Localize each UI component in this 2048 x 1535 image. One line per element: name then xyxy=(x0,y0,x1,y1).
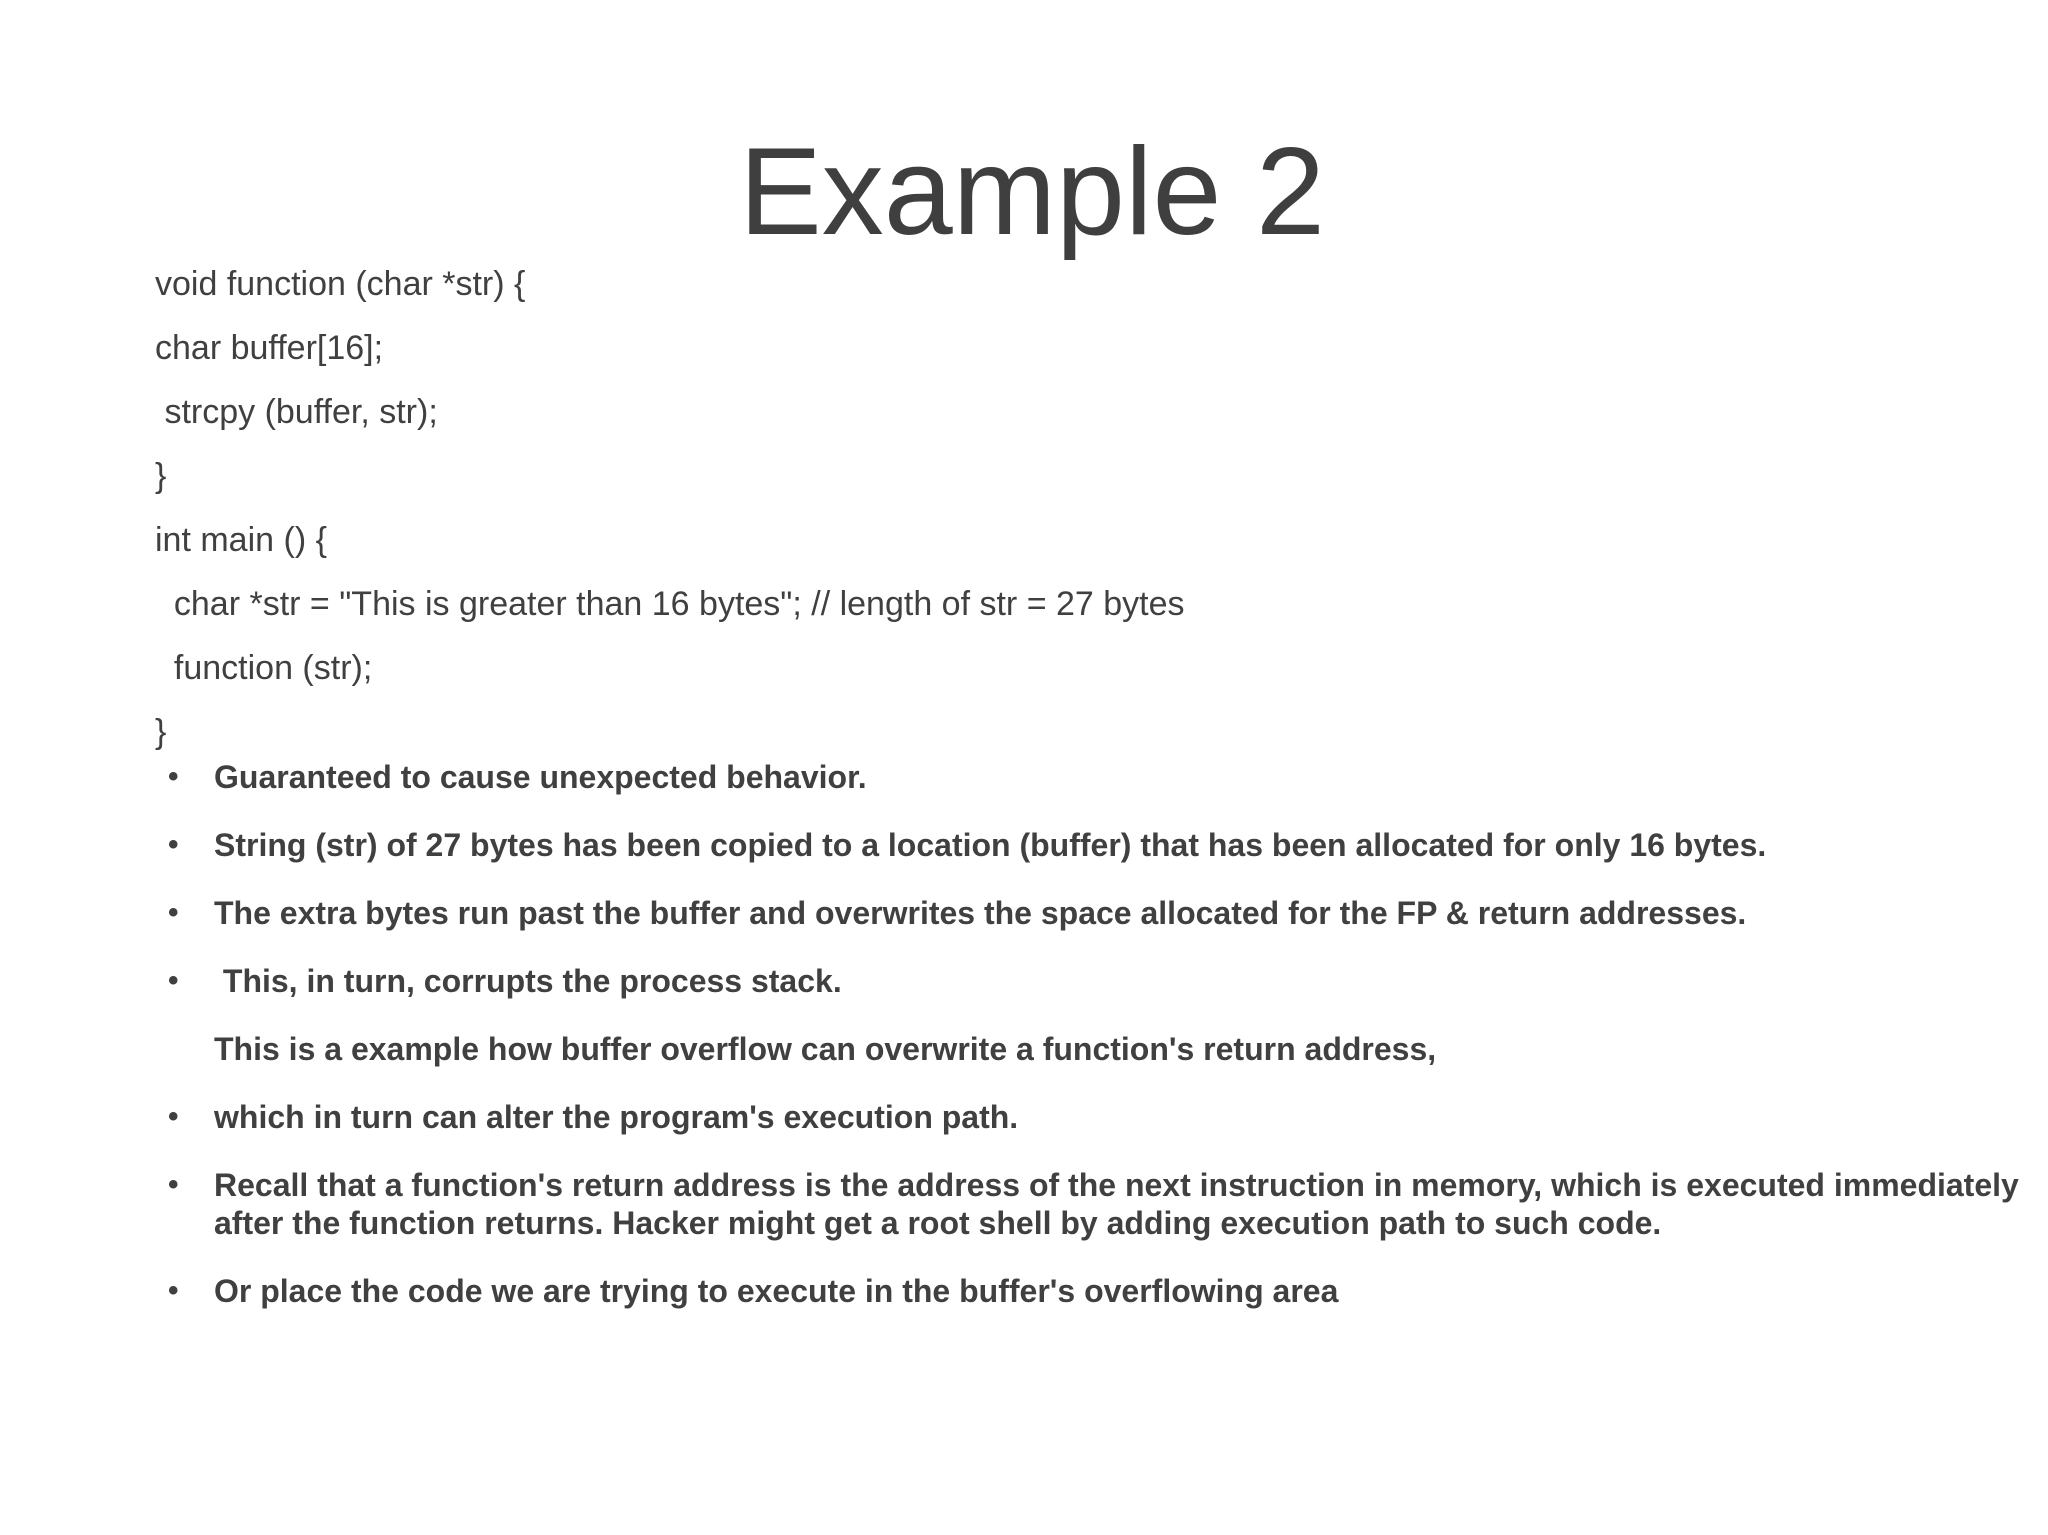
bullet-text: Recall that a function's return address is the address of the next instruction in memory, which is executed immediately after the function returns. Hacker might get a root shell by adding execution path to such code. xyxy=(214,1167,2028,1241)
bullet-item xyxy=(0,894,2048,932)
bullet-dot: • xyxy=(168,1100,179,1133)
code-line: strcpy (buffer, str); xyxy=(155,393,438,431)
bullet-text: Guaranteed to cause unexpected behavior. xyxy=(214,759,867,795)
code-line: char *str = "This is greater than 16 bytes"; // length of str = 27 bytes xyxy=(155,585,1185,623)
bullet-dot: • xyxy=(168,964,179,997)
code-line: int main () { xyxy=(155,521,327,559)
bullet-text: This, in turn, corrupts the process stack. xyxy=(214,963,842,999)
bullet-item xyxy=(0,1166,2048,1242)
bullet-list xyxy=(0,758,2048,1340)
bullet-item xyxy=(0,826,2048,864)
bullet-text: String (str) of 27 bytes has been copied to a location (buffer) that has been allocated for only 16 bytes. xyxy=(214,827,1767,863)
bullet-text: which in turn can alter the program's execution path. xyxy=(214,1099,1019,1135)
bullet-item xyxy=(0,1098,2048,1136)
code-line: } xyxy=(155,457,167,495)
code-line: } xyxy=(155,713,167,751)
bullet-text: The extra bytes run past the buffer and overwrites the space allocated for the FP & return addresses. xyxy=(214,895,1747,931)
code-line: void function (char *str) { xyxy=(155,265,526,303)
bullet-dot: • xyxy=(168,760,179,793)
bullet-dot: • xyxy=(168,1168,179,1201)
code-block xyxy=(155,260,1185,772)
bullet-item xyxy=(0,758,2048,796)
bullet-dot: • xyxy=(168,828,179,861)
bullet-item xyxy=(0,1272,2048,1310)
bullet-item xyxy=(0,962,2048,1000)
code-line: char buffer[16]; xyxy=(155,329,384,367)
bullet-dot: • xyxy=(168,1274,179,1307)
bullet-dot: • xyxy=(168,896,179,929)
bullet-item xyxy=(0,1030,2048,1068)
slide-title: Example 2 xyxy=(739,123,1325,261)
bullet-text: This is a example how buffer overflow can overwrite a function's return address, xyxy=(214,1031,1437,1067)
bullet-text: Or place the code we are trying to execute in the buffer's overflowing area xyxy=(214,1273,1339,1309)
code-line: function (str); xyxy=(155,649,373,687)
